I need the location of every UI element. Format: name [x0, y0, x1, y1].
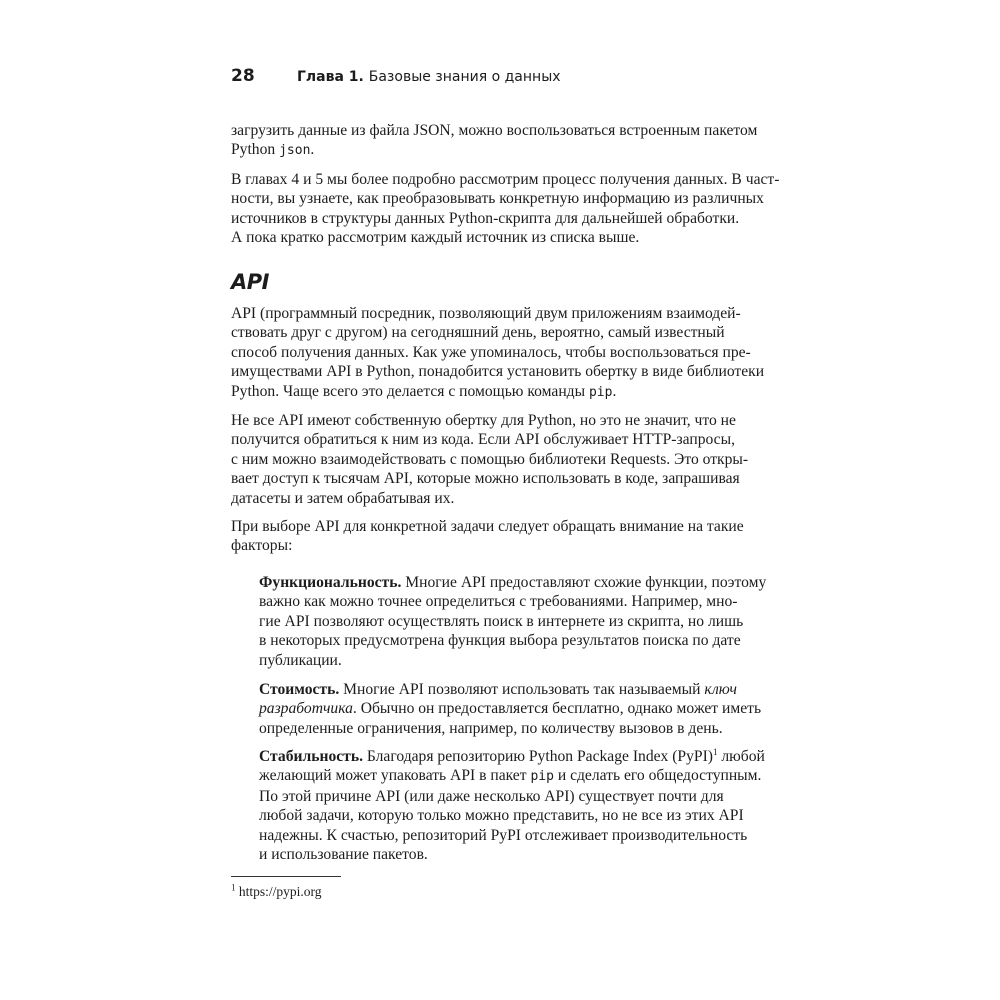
page-number: 28 [231, 66, 255, 86]
text-line: вает доступ к тысячам API, которые можно использовать в коде, запрашивая [231, 470, 740, 488]
api-paragraph-2 [231, 411, 770, 508]
intro-paragraph: загрузить данные из файла JSON, можно воспользоваться встроенным пакетом Python json. [231, 121, 770, 161]
text-line: Не все API имеют собственную обертку для Python, но это не значит, что не [231, 412, 736, 429]
factor-term: Функциональность. [259, 574, 402, 591]
text-line: По этой причине API (или даже несколько API) существует почти для [259, 787, 724, 805]
text-line: А пока кратко рассмотрим каждый источник из списка выше. [231, 229, 640, 247]
text-line: загрузить данные из файла JSON, можно воспользоваться встроенным пакетом [231, 122, 758, 139]
factor-functionality: Функциональность. Многие API предоставляют схожие функции, поэтому важно как можно точнее определиться с требованиями. Например, мно- гие API позволяют осуществлять поиск в интернете из скрипта, но лишь в некоторых предусмотрена функция выбора результатов поиска по дате публикации. [259, 573, 770, 670]
text-line: ствовать друг с другом) на сегодняшний день, вероятно, самый известный [231, 324, 725, 342]
factor-term: Стабильность. [259, 748, 363, 765]
chapter-title [297, 69, 561, 85]
text-line: При выборе API для конкретной задачи следует обращать внимание на такие [231, 518, 744, 535]
inline-code: pip [530, 769, 554, 785]
chapter-label: Глава 1. [297, 69, 364, 85]
paragraph-chapters [231, 170, 780, 248]
text-line: в некоторых предусмотрена функция выбора результатов поиска по дате [259, 632, 741, 650]
text-line: любой задачи, которую только можно представить, но не все из этих API [259, 807, 744, 825]
footnote [231, 884, 322, 900]
text-line: факторы: [231, 537, 293, 555]
footnote-ref[interactable]: 1 [712, 746, 718, 757]
text-line: надежны. К счастью, репозиторий PyPI отслеживает производительность [259, 826, 748, 844]
text-line: получится обратиться к ним из кода. Если API обслуживает HTTP-запросы, [231, 431, 735, 449]
text-line: имуществами API в Python, понадобится установить обертку в виде библиотеки [231, 363, 765, 381]
text-line: источников в структуры данных Python-скрипта для дальнейшей обработки. [231, 209, 740, 227]
text-line: ности, вы узнаете, как преобразовывать конкретную информацию из различных [231, 190, 764, 208]
factor-term: Стоимость. [259, 681, 340, 698]
text-line: и использование пакетов. [259, 846, 428, 864]
api-paragraph-1: API (программный посредник, позволяющий двум приложениям взаимодей- ствовать друг с другом) на сегодняшний день, вероятно, самый известный способ получения данных. Как уже упоминалось, чтобы воспользоваться пре- имуществами API в Python, понадобится установить обертку в виде библиотеки Python. Чаще всего это делается с помощью команды pip. [231, 304, 770, 402]
api-paragraph-3 [231, 517, 770, 556]
factor-cost: Стоимость. Многие API позволяют использовать так называемый ключ разработчика. Обычно он предоставляется бесплатно, однако может иметь определенные ограничения, например, по количеству вызовов в день. [259, 680, 770, 738]
chapter-name: Базовые знания о данных [368, 69, 561, 85]
section-heading: API [231, 270, 269, 294]
text-line: гие API позволяют осуществлять поиск в интернете из скрипта, но лишь [259, 612, 744, 630]
text-line: важно как можно точнее определиться с требованиями. Например, мно- [259, 593, 738, 611]
text-line: Python [231, 141, 280, 159]
text-line: API (программный посредник, позволяющий двум приложениям взаимодей- [231, 305, 741, 322]
footnote-link[interactable]: https://pypi.org [238, 884, 322, 899]
footnote-mark: 1 [231, 882, 236, 893]
text-line: Python. Чаще всего это делается с помощью команды [231, 382, 589, 400]
factor-stability: Стабильность. Благодаря репозиторию Python Package Index (PyPI)$^1$ любой желающий может упаковать API в пакет pip и сделать его общедоступным. По этой причине API (или даже несколько API) существует почти для любой задачи, которую только можно представить, но не все из этих API надежны. К счастью, репозиторий PyPI отслеживает производительность и использование пакетов. [259, 747, 770, 864]
inline-code: pip [588, 384, 613, 400]
footnote-divider [231, 876, 341, 877]
text-line: В главах 4 и 5 мы более подробно рассмотрим процесс получения данных. В част- [231, 171, 780, 188]
text-line: публикации. [259, 651, 342, 669]
text-line: датасеты и затем обрабатывая их. [231, 489, 455, 507]
text-line: способ получения данных. Как уже упоминалось, чтобы воспользоваться пре- [231, 343, 751, 361]
text-line: определенные ограничения, например, по количеству вызовов в день. [259, 719, 723, 737]
text-line: с ним можно взаимодействовать с помощью библиотеки Requests. Это откры- [231, 450, 749, 468]
inline-code: json [279, 143, 311, 159]
